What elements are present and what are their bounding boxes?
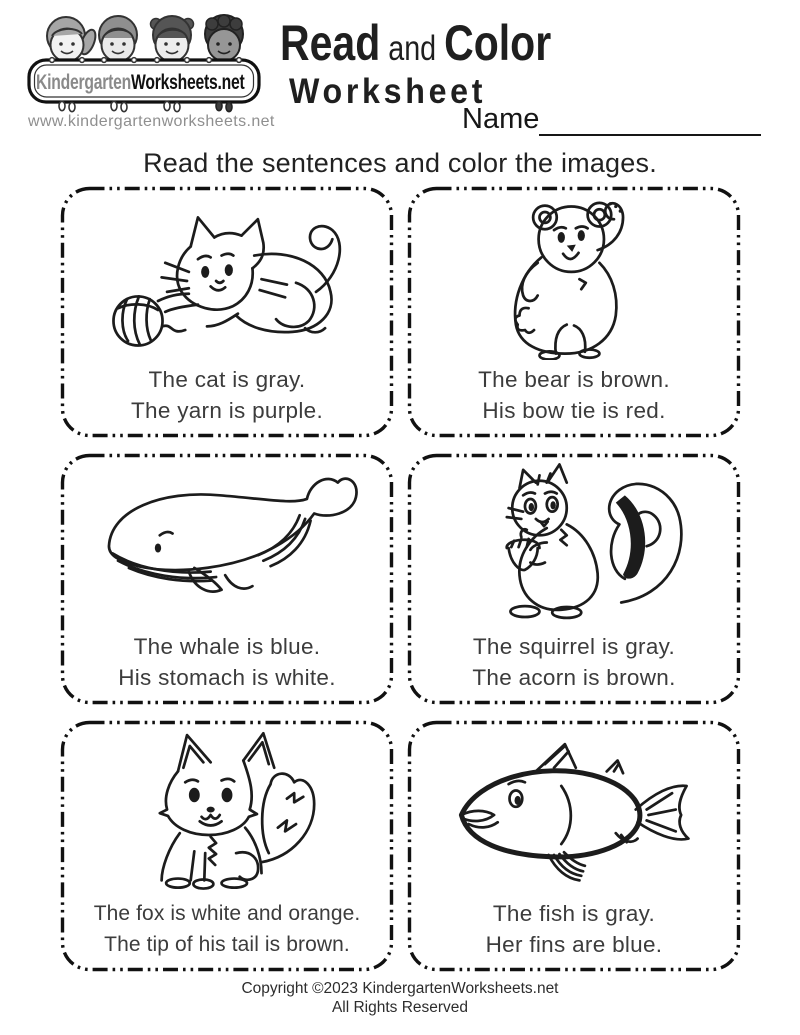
- title-word-and: and: [388, 29, 437, 68]
- fish-illustration: [421, 726, 727, 894]
- caption-line: The yarn is purple.: [130, 398, 324, 423]
- name-row: [462, 103, 761, 136]
- title-word-read: Read: [280, 15, 381, 71]
- panel-squirrel: [407, 453, 741, 705]
- panel-fox: [60, 720, 394, 972]
- logo-text-worksheets: Worksheets.net: [131, 70, 245, 94]
- bear-illustration: [421, 192, 727, 360]
- caption-line: Her fins are blue.: [485, 932, 663, 957]
- instruction-text: Read the sentences and color the images.: [143, 148, 657, 178]
- caption-line: The bear is brown.: [478, 367, 670, 392]
- squirrel-illustration: [421, 459, 727, 627]
- caption-line: The cat is gray.: [148, 367, 306, 392]
- caption-line: The squirrel is gray.: [472, 634, 676, 659]
- name-blank-line: [539, 104, 761, 136]
- footer: [0, 979, 800, 1017]
- logo-banner-text: [36, 70, 245, 95]
- cat-illustration: [74, 192, 380, 360]
- footer-rights: All Rights Reserved: [331, 999, 469, 1016]
- website-url: www.kindergartenworksheets.net: [28, 113, 275, 130]
- whale-illustration: [74, 459, 380, 627]
- caption-line: The acorn is brown.: [472, 665, 676, 690]
- caption-line: His bow tie is red.: [482, 398, 666, 423]
- caption-line: The whale is blue.: [133, 634, 321, 659]
- logo-text-kindergarten: Kindergarten: [36, 70, 132, 94]
- caption-line: The fish is gray.: [492, 901, 656, 926]
- page-subtitle: Worksheet: [289, 72, 487, 111]
- caption-line: His stomach is white.: [118, 665, 336, 690]
- caption-line: The tip of his tail is brown.: [104, 933, 350, 956]
- page-title: [280, 14, 551, 72]
- panel-whale: [60, 453, 394, 705]
- title-word-color: Color: [444, 15, 552, 71]
- panels-grid: [60, 186, 741, 972]
- logo-kids-icon: [47, 15, 243, 62]
- caption-line: The fox is white and orange.: [93, 902, 361, 925]
- footer-copyright: Copyright ©2023 KindergartenWorksheets.net: [241, 980, 559, 997]
- panel-fish: [407, 720, 741, 972]
- name-label: Name: [462, 103, 540, 135]
- panel-bear: [407, 186, 741, 438]
- fox-illustration: [74, 726, 380, 894]
- panel-cat: [60, 186, 394, 438]
- kindergartenworksheets-logo: [26, 12, 264, 114]
